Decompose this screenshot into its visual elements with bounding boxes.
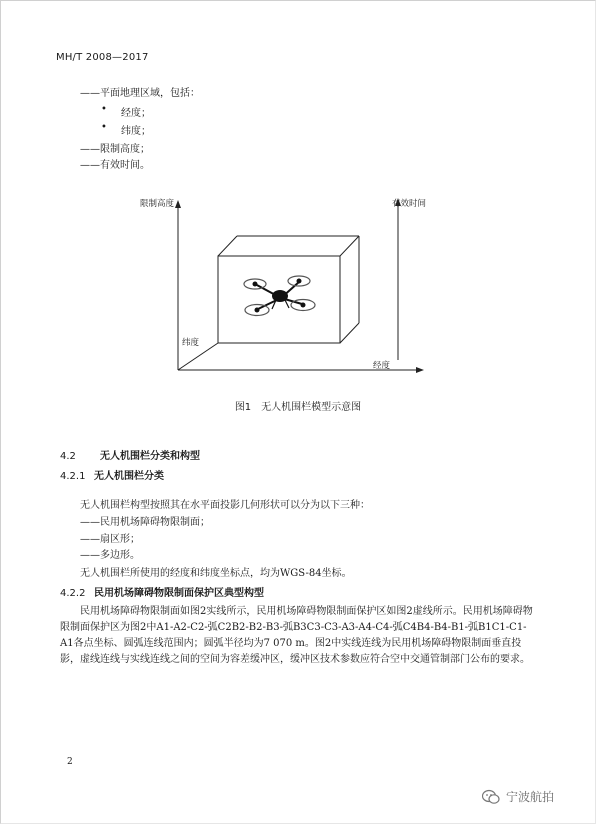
section-number: 4.2.1 [60,471,86,482]
bullet-dot: • [101,122,107,133]
paragraph-coordinates: 无人机围栏所使用的经度和纬度坐标点，均为WGS-84坐标。 [80,568,352,579]
list-item-polygon: ——多边形。 [80,550,140,561]
list-item-longitude: 经度； [121,108,151,119]
label-limit-height: 限制高度 [140,199,175,209]
section-heading-4-2-2 [60,584,264,599]
watermark [482,788,554,805]
document-code: MH/T 2008—2017 [56,52,149,63]
list-item-latitude: 纬度； [121,126,151,137]
bullet-dot: • [101,104,107,115]
label-latitude: 纬度 [182,338,200,348]
section-title: 民用机场障碍物限制面保护区典型构型 [94,588,264,599]
section-heading-4-2 [60,447,200,462]
figure-caption: 图1 无人机围栏模型示意图 [234,402,362,413]
list-item-sector: ——扇区形； [80,534,140,545]
list-item-limit-height: ——限制高度； [80,144,150,155]
list-item-airport-surface: ——民用机场障碍物限制面； [80,517,210,528]
paragraph-protection-zone: 民用机场障碍物限制面如图2实线所示，民用机场障碍物限制面保护区如图2虚线所示。民用机场障碍物限制面保护区为图2中A1-A2-C2-弧C2B2-B2-B3-弧B3C3-C3-A3-A4-C4-弧C4B4-B4-B1-弧B1C1-C1-A1各点坐标、圆弧连线范围内；圆弧半径均为7 070 m。图2中实线连线为民用机场障碍物限制面垂直投影，虚线连线与实线连线之间的空间为容差缓冲区，缓冲区技术参数应符合空中交通管制部门公布的要求。 [60,606,533,665]
label-valid-time: 有效时间 [392,199,427,209]
uav-fence-diagram [140,192,460,377]
list-item-valid-time: ——有效时间。 [80,160,150,171]
section-title: 无人机围栏分类 [94,471,164,482]
page-number: 2 [67,757,73,767]
label-longitude: 经度 [373,361,391,371]
section-title: 无人机围栏分类和构型 [100,451,200,462]
wechat-icon [482,789,500,805]
section-number: 4.2 [60,451,76,462]
paragraph-classification: 无人机围栏构型按照其在水平面投影几何形状可以分为以下三种： [80,500,370,511]
section-number: 4.2.2 [60,588,86,599]
section-heading-4-2-1 [60,467,164,482]
height-axis-arrow [175,200,181,208]
longitude-axis-arrow [416,367,424,373]
drone-icon [244,276,315,316]
watermark-text: 宁波航拍 [506,790,555,804]
list-item-geo-area: ——平面地理区域，包括： [80,88,200,99]
